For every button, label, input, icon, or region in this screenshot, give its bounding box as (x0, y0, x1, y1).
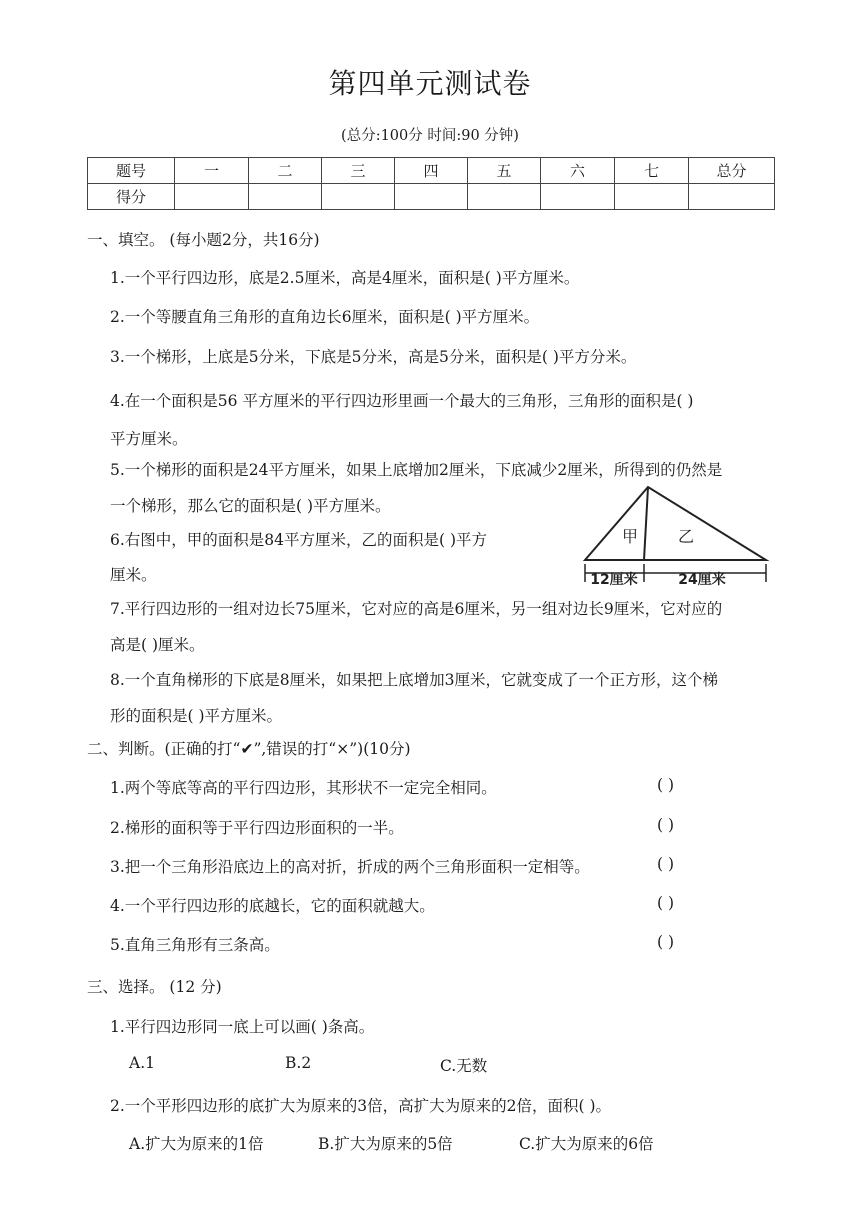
section-heading-fill-blank: 一、填空。 (每小题2分，共16分) (87, 231, 320, 249)
section-heading-true-false: 二、判断。(正确的打“✔”,错误的打“×”)(10分) (87, 740, 411, 758)
question-1-4-line1: 4.在一个面积是56 平方厘米的平行四边形里画一个最大的三角形，三角形的面积是( ) (110, 392, 694, 410)
section-heading-choice: 三、选择。 (12 分) (87, 978, 222, 996)
score-cell[interactable] (541, 184, 615, 210)
header-cell: 六 (541, 158, 615, 184)
question-1-1: 1.一个平行四边形，底是2.5厘米，高是4厘米，面积是( )平方厘米。 (110, 269, 580, 287)
dim-label-right: 24厘米 (678, 572, 726, 588)
score-table (87, 157, 775, 210)
answer-paren[interactable]: ( ) (657, 816, 675, 834)
score-cell[interactable] (468, 184, 541, 210)
question-1-4-line2: 平方厘米。 (110, 430, 188, 448)
question-1-5-line2: 一个梯形，那么它的面积是( )平方厘米。 (110, 497, 391, 515)
question-1-6-line2: 厘米。 (110, 566, 157, 584)
header-cell: 题号 (88, 158, 175, 184)
answer-paren[interactable]: ( ) (657, 776, 675, 794)
answer-paren[interactable]: ( ) (657, 894, 675, 912)
answer-paren[interactable]: ( ) (657, 855, 675, 873)
score-cell[interactable] (249, 184, 322, 210)
choice-1: 1.平行四边形同一底上可以画( )条高。 (110, 1018, 375, 1036)
question-1-3: 3.一个梯形，上底是5分米，下底是5分米，高是5分米，面积是( )平方分米。 (110, 348, 637, 366)
judge-3: 3.把一个三角形沿底边上的高对折，折成的两个三角形面积一定相等。 (110, 858, 590, 876)
page-title: 第四单元测试卷 (328, 67, 532, 100)
dim-label-left: 12厘米 (590, 572, 638, 588)
question-1-5-line1: 5.一个梯形的面积是24平方厘米，如果上底增加2厘米，下底减少2厘米，所得到的仍然是 (110, 461, 723, 479)
judge-2: 2.梯形的面积等于平行四边形面积的一半。 (110, 819, 404, 837)
question-1-6-line1: 6.右图中，甲的面积是84平方厘米，乙的面积是( )平方 (110, 531, 488, 549)
question-1-8-line2: 形的面积是( )平方厘米。 (110, 707, 283, 725)
choice-2-option-a[interactable]: A.扩大为原来的1倍 (129, 1135, 264, 1153)
header-cell: 四 (395, 158, 468, 184)
question-1-7-line2: 高是( )厘米。 (110, 636, 205, 654)
choice-1-option-b[interactable]: B.2 (285, 1054, 312, 1072)
choice-2-option-c[interactable]: C.扩大为原来的6倍 (519, 1135, 654, 1153)
dividing-line (644, 487, 648, 560)
score-cell[interactable] (615, 184, 689, 210)
header-cell: 总分 (689, 158, 775, 184)
question-1-7-line1: 7.平行四边形的一组对边长75厘米，它对应的高是6厘米，另一组对边长9厘米，它对应的 (110, 600, 723, 618)
header-cell: 二 (249, 158, 322, 184)
judge-1: 1.两个等底等高的平行四边形，其形状不一定完全相同。 (110, 779, 497, 797)
score-table-header-row (88, 158, 775, 184)
score-cell[interactable] (322, 184, 395, 210)
header-cell: 一 (175, 158, 249, 184)
question-1-8-line1: 8.一个直角梯形的下底是8厘米，如果把上底增加3厘米，它就变成了一个正方形，这个梯 (110, 671, 719, 689)
header-cell: 七 (615, 158, 689, 184)
label-yi: 乙 (677, 527, 695, 546)
triangle-figure (578, 480, 778, 590)
question-1-2: 2.一个等腰直角三角形的直角边长6厘米，面积是( )平方厘米。 (110, 308, 540, 326)
exam-info: (总分:100分 时间:90 分钟) (341, 128, 519, 144)
choice-1-option-a[interactable]: A.1 (129, 1054, 155, 1072)
header-cell: 三 (322, 158, 395, 184)
triangle-outline (585, 487, 766, 560)
judge-4: 4.一个平行四边形的底越长，它的面积就越大。 (110, 897, 435, 915)
score-cell[interactable] (689, 184, 775, 210)
header-cell: 五 (468, 158, 541, 184)
answer-paren[interactable]: ( ) (657, 933, 675, 951)
score-table-score-row (88, 184, 775, 210)
choice-2: 2.一个平形四边形的底扩大为原来的3倍，高扩大为原来的2倍，面积( )。 (110, 1097, 612, 1115)
score-cell[interactable] (175, 184, 249, 210)
choice-1-option-c[interactable]: C.无数 (440, 1057, 488, 1075)
choice-2-option-b[interactable]: B.扩大为原来的5倍 (318, 1135, 453, 1153)
score-row-label: 得分 (88, 184, 175, 210)
label-jia: 甲 (621, 527, 639, 546)
judge-5: 5.直角三角形有三条高。 (110, 936, 280, 954)
score-cell[interactable] (395, 184, 468, 210)
